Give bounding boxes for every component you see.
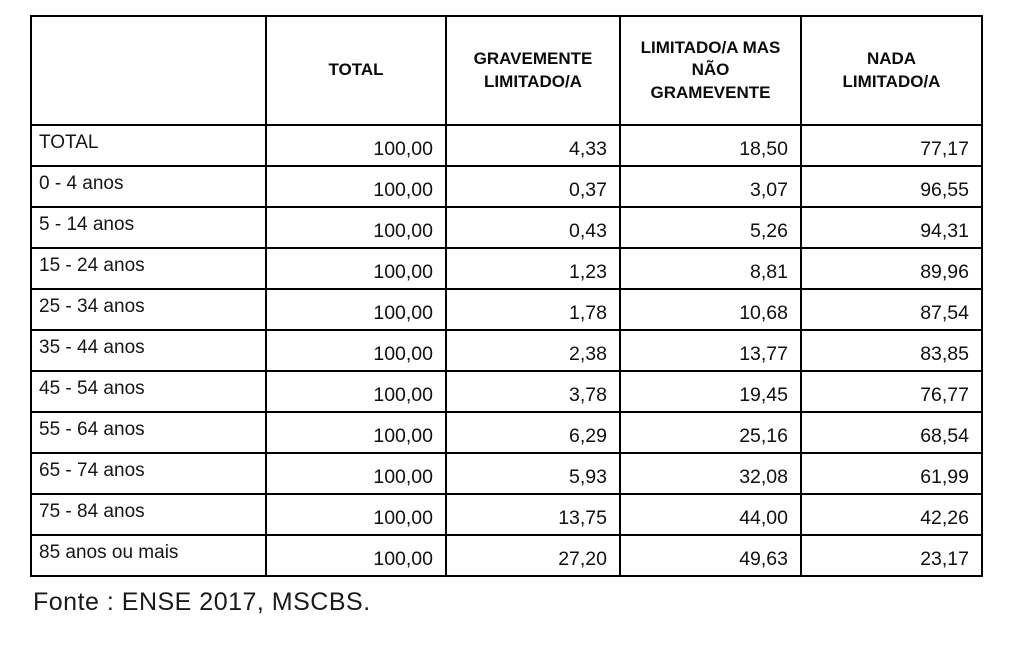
value-cell: 100,00 — [266, 207, 446, 248]
table-row-5-14 — [31, 207, 982, 248]
table-row-65-74 — [31, 453, 982, 494]
table-row-45-54 — [31, 371, 982, 412]
value-cell: 25,16 — [620, 412, 801, 453]
table-row-35-44 — [31, 330, 982, 371]
value-cell: 100,00 — [266, 453, 446, 494]
value-cell: 27,20 — [446, 535, 620, 576]
value-cell: 100,00 — [266, 248, 446, 289]
row-label: 25 - 34 anos — [31, 289, 266, 330]
column-header-empty — [31, 16, 266, 125]
value-cell: 5,93 — [446, 453, 620, 494]
value-cell: 6,29 — [446, 412, 620, 453]
value-cell: 49,63 — [620, 535, 801, 576]
value-cell: 8,81 — [620, 248, 801, 289]
value-cell: 2,38 — [446, 330, 620, 371]
value-cell: 19,45 — [620, 371, 801, 412]
value-cell: 32,08 — [620, 453, 801, 494]
table-row-total — [31, 125, 982, 166]
value-cell: 1,23 — [446, 248, 620, 289]
value-cell: 100,00 — [266, 371, 446, 412]
value-cell: 13,77 — [620, 330, 801, 371]
source-note: Fonte : ENSE 2017, MSCBS. — [33, 588, 371, 616]
row-label: 55 - 64 anos — [31, 412, 266, 453]
row-label: 65 - 74 anos — [31, 453, 266, 494]
column-header-total: TOTAL — [266, 16, 446, 125]
header-row — [31, 16, 982, 125]
value-cell: 77,17 — [801, 125, 982, 166]
value-cell: 100,00 — [266, 330, 446, 371]
value-cell: 94,31 — [801, 207, 982, 248]
row-label: 0 - 4 anos — [31, 166, 266, 207]
value-cell: 100,00 — [266, 494, 446, 535]
value-cell: 100,00 — [266, 412, 446, 453]
value-cell: 96,55 — [801, 166, 982, 207]
row-label: 15 - 24 anos — [31, 248, 266, 289]
value-cell: 5,26 — [620, 207, 801, 248]
limitation-by-age-table — [30, 15, 983, 577]
value-cell: 89,96 — [801, 248, 982, 289]
row-label: 75 - 84 anos — [31, 494, 266, 535]
value-cell: 1,78 — [446, 289, 620, 330]
value-cell: 83,85 — [801, 330, 982, 371]
table-row-15-24 — [31, 248, 982, 289]
value-cell: 4,33 — [446, 125, 620, 166]
value-cell: 100,00 — [266, 289, 446, 330]
value-cell: 76,77 — [801, 371, 982, 412]
row-label: 45 - 54 anos — [31, 371, 266, 412]
table-row-85-plus — [31, 535, 982, 576]
table-row-0-4 — [31, 166, 982, 207]
row-label: 85 anos ou mais — [31, 535, 266, 576]
value-cell: 100,00 — [266, 125, 446, 166]
value-cell: 13,75 — [446, 494, 620, 535]
column-header-gravemente-limitado: GRAVEMENTE LIMITADO/A — [446, 16, 620, 125]
table-row-25-34 — [31, 289, 982, 330]
value-cell: 18,50 — [620, 125, 801, 166]
column-header-nada-limitado: NADA LIMITADO/A — [801, 16, 982, 125]
value-cell: 23,17 — [801, 535, 982, 576]
value-cell: 0,43 — [446, 207, 620, 248]
value-cell: 10,68 — [620, 289, 801, 330]
value-cell: 3,78 — [446, 371, 620, 412]
row-label: 5 - 14 anos — [31, 207, 266, 248]
value-cell: 42,26 — [801, 494, 982, 535]
value-cell: 100,00 — [266, 535, 446, 576]
row-label: TOTAL — [31, 125, 266, 166]
value-cell: 87,54 — [801, 289, 982, 330]
table-row-75-84 — [31, 494, 982, 535]
row-label: 35 - 44 anos — [31, 330, 266, 371]
value-cell: 100,00 — [266, 166, 446, 207]
value-cell: 61,99 — [801, 453, 982, 494]
table-row-55-64 — [31, 412, 982, 453]
value-cell: 68,54 — [801, 412, 982, 453]
value-cell: 44,00 — [620, 494, 801, 535]
value-cell: 3,07 — [620, 166, 801, 207]
value-cell: 0,37 — [446, 166, 620, 207]
column-header-limitado-mas-nao-gravemente: LIMITADO/A MAS NÃO GRAMEVENTE — [620, 16, 801, 125]
